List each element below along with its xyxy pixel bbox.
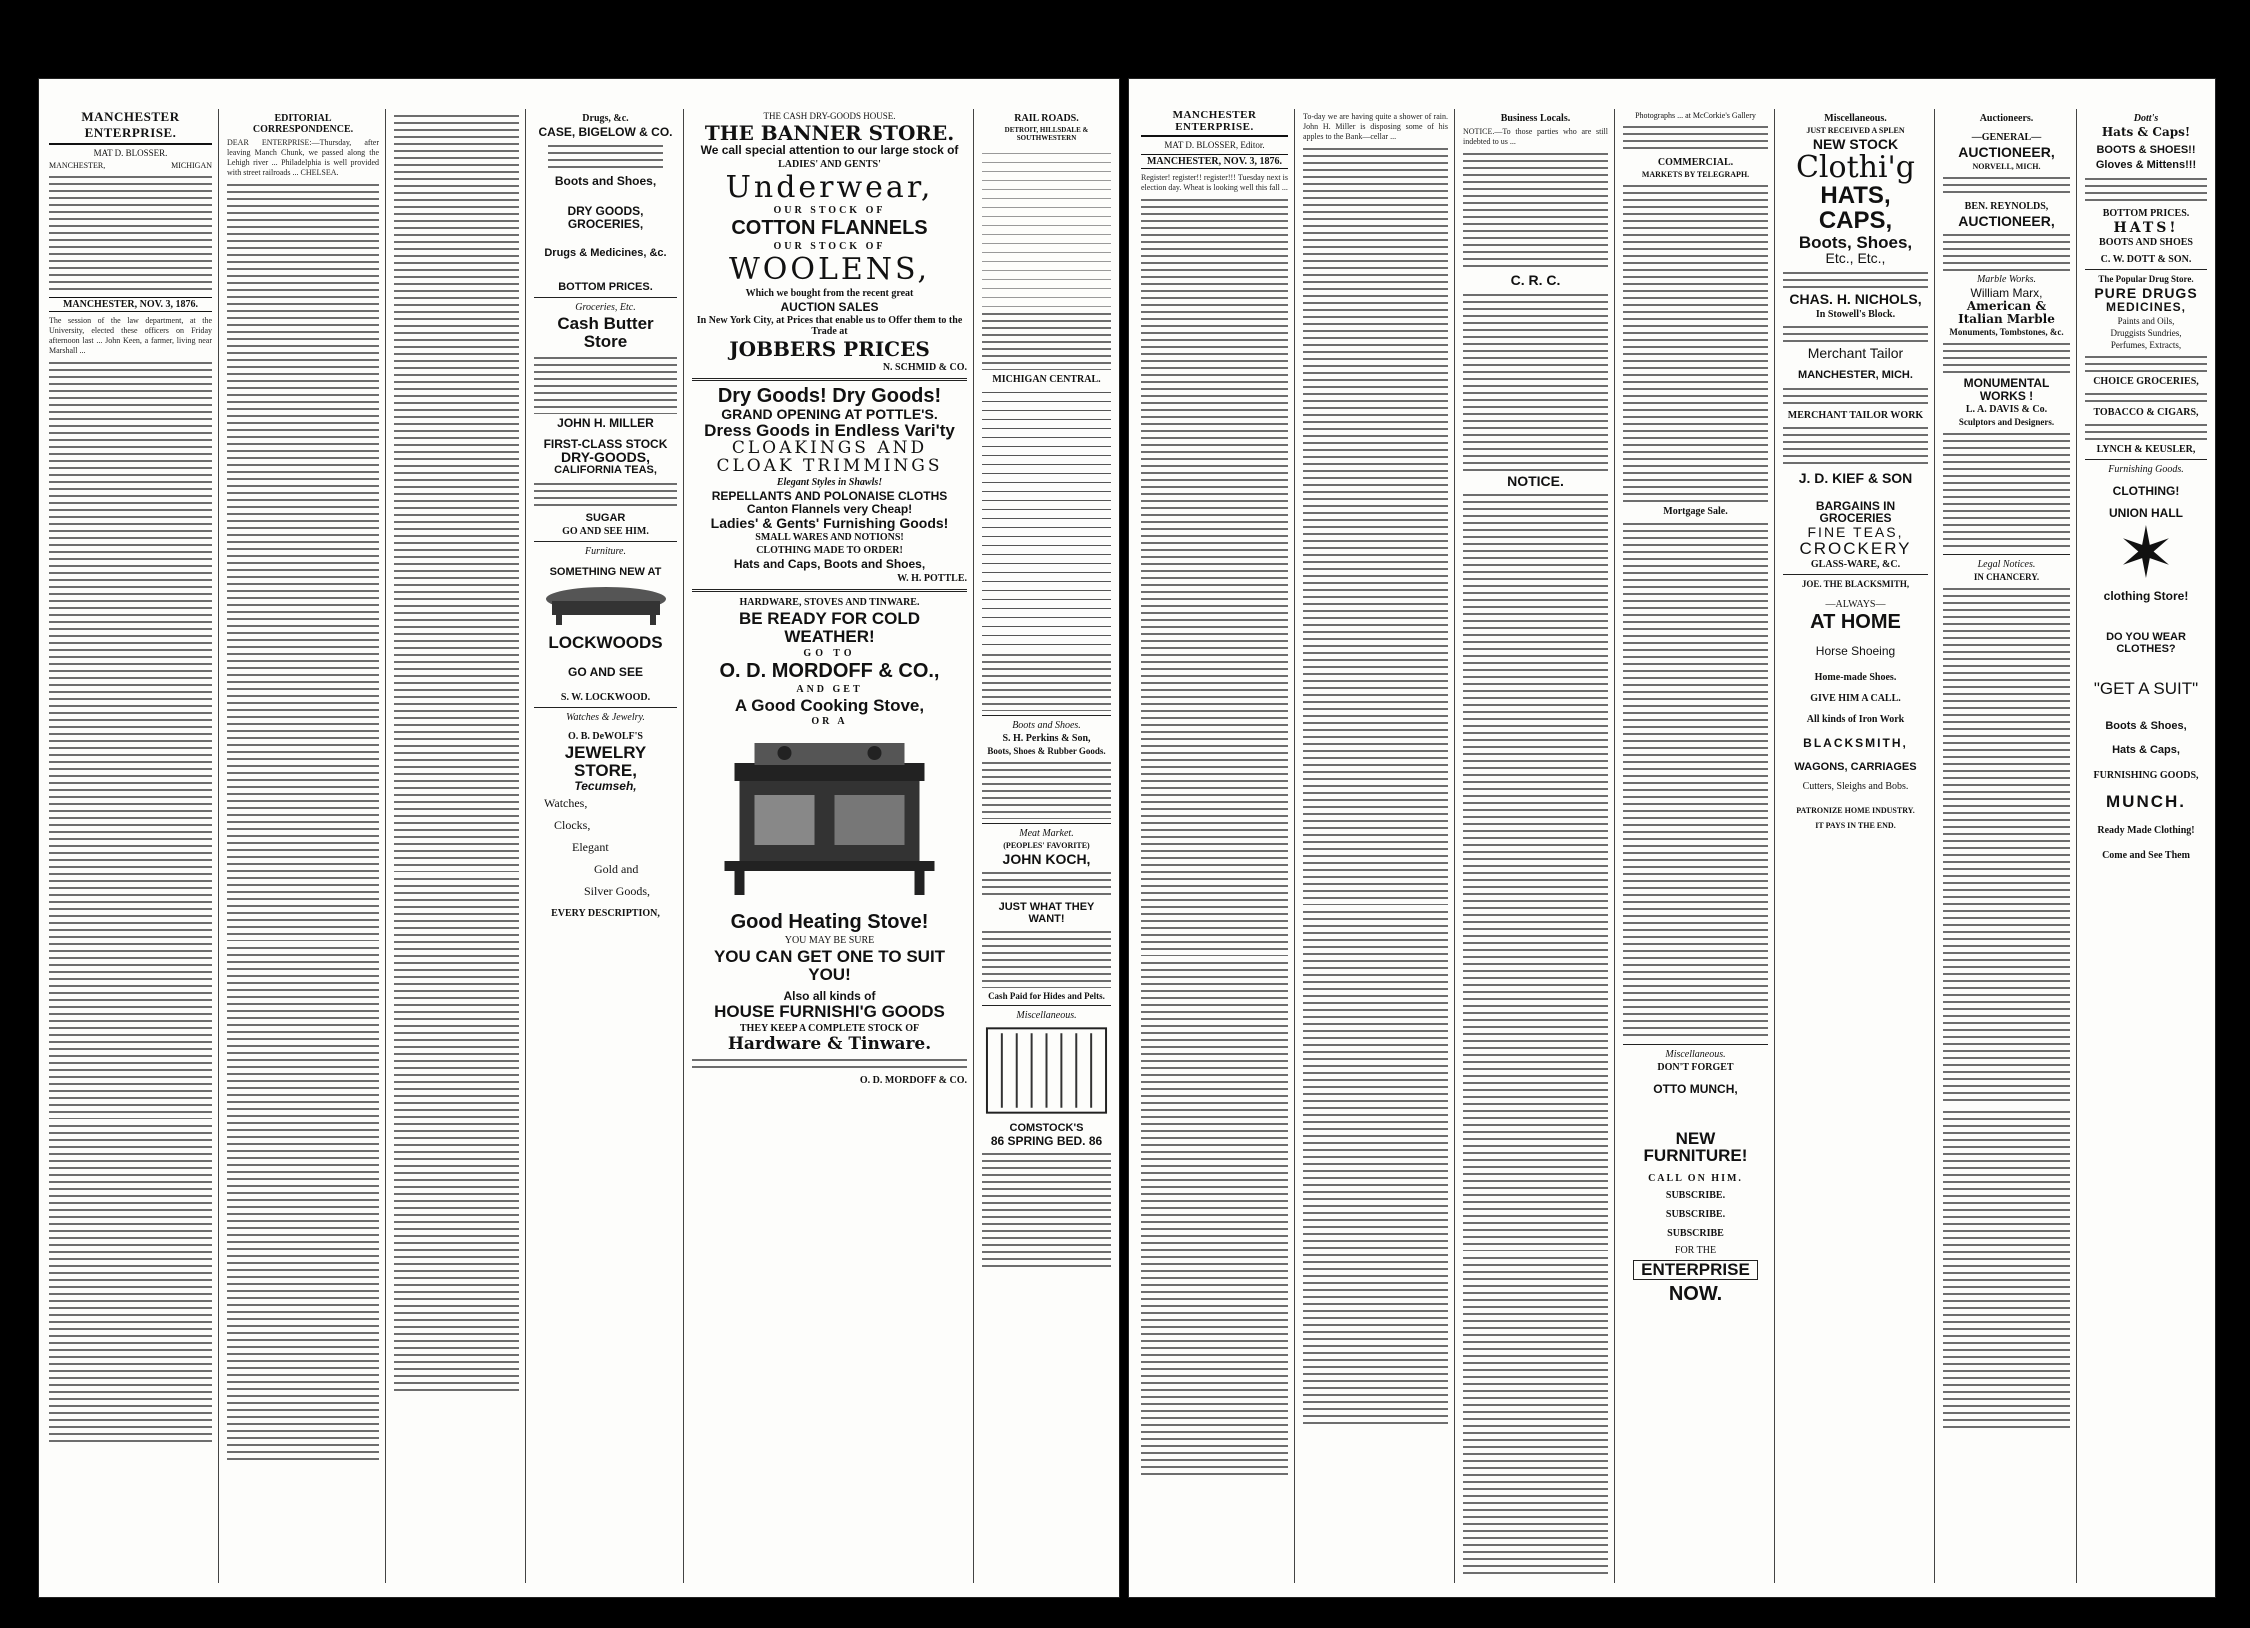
spring-bed-illustration — [982, 1023, 1111, 1118]
jewelry-item: Watches, — [544, 796, 588, 811]
dont-forget: DON'T FORGET — [1657, 1062, 1734, 1073]
monuments: Monuments, Tombstones, &c. — [1949, 327, 2064, 338]
boots-heading: Boots and Shoes. — [1012, 719, 1081, 731]
column-heading: EDITORIAL CORRESPONDENCE. — [252, 113, 354, 135]
shawls: Elegant Styles in Shawls! — [776, 477, 883, 489]
perfumes: Perfumes, Extracts, — [2110, 339, 2182, 350]
dotts-heading: Dott's — [2133, 113, 2159, 124]
hardware-tinware: Hardware & Tinware. — [727, 1033, 932, 1054]
jewelry-item: Clocks, — [554, 818, 591, 833]
text-block — [2085, 421, 2207, 441]
text-block — [1463, 491, 1608, 1251]
all-kinds-iron: All kinds of Iron Work — [1806, 714, 1905, 726]
auctioneer-1: AUCTIONEER, — [1958, 144, 2055, 160]
notice: NOTICE. — [1507, 472, 1564, 489]
text-block — [2085, 175, 2207, 205]
small-wares: SMALL WARES AND NOTIONS! — [755, 532, 904, 544]
business-locals: Business Locals. — [1500, 113, 1571, 124]
text-block — [1141, 959, 1288, 1479]
house-furnishing: HOUSE FURNISHI'G GOODS — [714, 1001, 945, 1021]
fine-teas: FINE TEAS, — [1807, 523, 1904, 540]
left-col-5 — [976, 109, 1117, 1583]
paints-oils: Paints and Oils, — [2117, 315, 2175, 326]
drugs-medicines: Drugs & Medicines, &c. — [544, 247, 667, 260]
home-made-shoes: Home-made Shoes. — [1814, 672, 1897, 684]
dry-goods: DRY-GOODS, — [561, 449, 650, 466]
left-col-1 — [43, 109, 219, 1583]
dress-goods: Dress Goods in Endless Vari'ty — [704, 420, 955, 440]
misc-heading: Miscellaneous. — [1016, 1010, 1077, 1022]
hats: HATS, — [1820, 182, 1891, 210]
call-on-him: CALL ON HIM. — [1648, 1173, 1743, 1185]
text-block — [1943, 430, 2070, 550]
text-block — [227, 944, 379, 1464]
boots-shoes: BOOTS & SHOES!! — [2096, 143, 2196, 156]
complete-stock: THEY KEEP A COMPLETE STOCK OF — [739, 1022, 920, 1034]
john-koch: JOHN KOCH, — [1002, 850, 1091, 867]
commercial-heading: COMMERCIAL. — [1657, 157, 1734, 168]
divider — [692, 378, 967, 381]
norvell: NORVELL, MICH. — [1972, 161, 2041, 171]
railroads-heading: RAIL ROADS. — [1014, 113, 1079, 124]
right-col-4 — [1617, 109, 1775, 1583]
masthead: MANCHESTER ENTERPRISE. — [1141, 109, 1288, 137]
boots-shoes: Boots and Shoes, — [554, 173, 657, 188]
furniture-heading: Furniture. — [584, 546, 626, 558]
text-block — [1463, 1254, 1608, 1574]
divider — [1783, 574, 1928, 575]
text-block — [1783, 269, 1928, 289]
text-block — [982, 928, 1111, 988]
spring-bed: 86 SPRING BED. 86 — [990, 1133, 1103, 1148]
text-block — [982, 1150, 1111, 1270]
etc: Etc., Etc., — [1825, 250, 1886, 267]
la-davis: L. A. DAVIS & Co. — [1965, 404, 2048, 416]
go-and-see: GO AND SEE — [568, 664, 643, 679]
right-col-6 — [1937, 109, 2077, 1583]
peoples-favorite: (PEOPLES' FAVORITE) — [1003, 840, 1090, 850]
american-italian: American & Italian Marble — [1958, 298, 2055, 326]
right-col-2 — [1297, 109, 1455, 1583]
or-a: OR A — [811, 716, 848, 728]
text-block — [548, 142, 662, 172]
furnishing-goods: FURNISHING GOODS, — [2093, 770, 2199, 782]
masthead: MANCHESTER ENTERPRISE. — [49, 109, 212, 145]
text-block — [1943, 231, 2070, 271]
stove-illustration — [692, 733, 967, 903]
patronize: PATRONIZE HOME INDUSTRY. — [1796, 806, 1915, 816]
it-pays: IT PAYS IN THE END. — [1815, 821, 1896, 831]
divider — [1623, 1044, 1768, 1045]
cloak-trimmings: CLOAK TRIMMINGS — [716, 455, 943, 476]
left-col-2b — [388, 109, 526, 1583]
subscribe-2: SUBSCRIBE. — [1665, 1209, 1726, 1221]
general: —GENERAL— — [1971, 132, 2042, 143]
blacksmith: BLACKSMITH, — [1803, 736, 1908, 751]
munch: MUNCH. — [2106, 792, 2186, 812]
text-block — [1783, 424, 1928, 468]
text-block — [394, 875, 519, 1395]
horse-shoeing: Horse Shoeing — [1815, 644, 1896, 659]
hats: HATS! — [2113, 219, 2179, 236]
banner-store: THE BANNER STORE. — [704, 121, 955, 145]
sugar: SUGAR — [585, 511, 626, 524]
divider — [534, 707, 677, 708]
ready-made: Ready Made Clothing! — [2097, 825, 2195, 837]
special-attention: We call special attention to our large stock of — [700, 143, 959, 157]
union-hall: UNION HALL — [2109, 506, 2183, 521]
new-york-prices: In New York City, at Prices that enable us to Offer them to the Trade at — [696, 315, 963, 338]
gloves-mittens: Gloves & Mittens!!! — [2095, 159, 2197, 172]
text-block — [1943, 340, 2070, 374]
text-block — [1783, 323, 1928, 343]
jewelry-items — [534, 792, 677, 902]
canton-flannels: Canton Flannels very Cheap! — [746, 502, 913, 516]
woolens: WOOLENS, — [728, 252, 931, 288]
text-block — [2085, 390, 2207, 404]
text-block — [1463, 150, 1608, 270]
divider — [2085, 459, 2207, 460]
jd-kief: J. D. KIEF & SON — [1798, 470, 1913, 487]
jewelry-item: Elegant — [572, 840, 609, 855]
divider — [534, 297, 677, 298]
n-schmid: N. SCHMID & CO. — [882, 362, 967, 374]
perkins-son: S. H. Perkins & Son, — [1002, 732, 1091, 744]
text-block — [1463, 291, 1608, 471]
bottom-prices: BOTTOM PRICES. — [2102, 207, 2190, 219]
underwear: Underwear, — [725, 169, 934, 205]
dateline: MANCHESTER, NOV. 3, 1876. — [49, 297, 212, 312]
do-you-wear: DO YOU WEAR CLOTHES? — [2106, 631, 2186, 655]
text-block — [982, 759, 1111, 819]
divider — [982, 823, 1111, 824]
subscribe-1: SUBSCRIBE. — [1665, 1190, 1726, 1202]
and-get: AND GET — [796, 683, 863, 695]
subscribe-3: SUBSCRIBE — [1667, 1228, 1724, 1240]
text-block — [49, 1122, 212, 1442]
joe-blacksmith: JOE. THE BLACKSMITH, — [1801, 579, 1910, 590]
lynch-keusler: LYNCH & KEUSLER, — [2096, 443, 2196, 455]
place: MANCHESTER, — [49, 161, 106, 170]
cutters-sleighs: Cutters, Sleighs and Bobs. — [1802, 781, 1909, 793]
also-all-kinds: Also all kinds of — [783, 989, 876, 1004]
cash-paid: Cash Paid for Hides and Pelts. — [988, 991, 1105, 1002]
grand-opening: GRAND OPENING AT POTTLE'S. — [721, 406, 938, 423]
california-teas: CALIFORNIA TEAS, — [554, 464, 657, 477]
photographs: Photographs ... at McCorkie's Gallery — [1635, 111, 1756, 120]
jobbers-prices: JOBBERS PRICES — [729, 337, 930, 362]
caps: CAPS, — [1818, 207, 1893, 235]
drygoods-headline: Dry Goods! Dry Goods! — [717, 385, 942, 408]
text-block — [982, 651, 1111, 711]
crc: C. R. C. — [1510, 272, 1561, 288]
rubber-goods: Boots, Shoes & Rubber Goods. — [987, 745, 1106, 756]
watches-heading: Watches & Jewelry. — [566, 712, 645, 724]
mortgage-heading: Mortgage Sale. — [1663, 506, 1728, 517]
medicines: MEDICINES, — [2105, 300, 2186, 315]
tobacco-cigars: TOBACCO & CIGARS, — [2093, 406, 2199, 418]
text-block — [1303, 145, 1448, 905]
boots-shoes-3: Boots & Shoes, — [2105, 720, 2187, 733]
always: —ALWAYS— — [1825, 599, 1886, 611]
dateline: MANCHESTER, NOV. 3, 1876. — [1141, 154, 1288, 169]
dewolfs: O. B. DeWOLF'S — [567, 731, 643, 743]
go-to: GO TO — [803, 647, 856, 659]
proprietor: MAT D. BLOSSER. — [93, 148, 168, 158]
mordoff-signature: O. D. MORDOFF & CO. — [859, 1075, 967, 1087]
text-block — [982, 310, 1111, 370]
in-chancery: IN CHANCERY. — [1973, 572, 2040, 583]
right-col-5 — [1777, 109, 1935, 1583]
place-line — [49, 161, 212, 170]
text-block — [534, 354, 677, 414]
enterprise: ENTERPRISE — [1633, 1260, 1758, 1280]
cloakings: CLOAKINGS AND — [731, 437, 928, 458]
divider — [1943, 554, 2070, 555]
hats-caps-2: Hats & Caps, — [2112, 743, 2180, 756]
text-block — [1943, 1108, 2070, 1428]
furnishing-heading: Furnishing Goods. — [2108, 463, 2184, 475]
new-stock: NEW STOCK — [1812, 136, 1899, 152]
right-col-1 — [1135, 109, 1295, 1583]
druggists-sundries: Druggists Sundries, — [2110, 327, 2182, 338]
something-new: SOMETHING NEW AT — [549, 566, 662, 579]
w-h-pottle: W. H. POTTLE. — [897, 572, 967, 584]
markets-table — [1623, 182, 1768, 502]
first-class-stock: FIRST-CLASS STOCK — [543, 436, 668, 451]
star-icon: ✶ — [2116, 515, 2176, 593]
pure-drugs: PURE DRUGS — [2094, 285, 2198, 302]
can-get-one: YOU CAN GET ONE TO SUIT YOU! — [713, 947, 946, 985]
furnishing-goods: Ladies' & Gents' Furnishing Goods! — [710, 514, 949, 531]
right-col-3 — [1457, 109, 1615, 1583]
od-mordoff: O. D. MORDOFF & CO., — [719, 659, 940, 682]
now: NOW. — [1668, 1283, 1723, 1306]
cooking-stove: A Good Cooking Stove, — [734, 695, 925, 715]
auctioneers-heading: Auctioneers. — [1979, 113, 2034, 124]
marble-heading: Marble Works. — [1976, 274, 2037, 286]
cotton-flannels: COTTON FLANNELS — [731, 217, 928, 240]
text-block — [2085, 353, 2207, 373]
comstocks: COMSTOCK'S — [1009, 1122, 1084, 1135]
boots-shoes: Boots, Shoes, — [1798, 232, 1913, 252]
left-col-3-ads — [528, 109, 684, 1583]
article-excerpt: The session of the law department, at the University, elected these officers on Friday afternoon last ... John Keen, a farmer, living near Marshall ... — [49, 316, 212, 355]
new-furniture: NEW FURNITURE! — [1643, 1128, 1748, 1166]
timetable-1 — [982, 144, 1111, 307]
come-and-see: Come and See Them — [2102, 850, 2190, 862]
legal-heading: Legal Notices. — [1977, 559, 2036, 571]
merchant-tailor-work: MERCHANT TAILOR WORK — [1787, 410, 1924, 422]
just-what: JUST WHAT THEY WANT! — [998, 901, 1095, 925]
every-description: EVERY DESCRIPTION, — [551, 908, 660, 920]
clothing-store: clothing Store! — [2103, 588, 2189, 603]
divider — [692, 589, 967, 592]
text-block — [394, 112, 519, 872]
meat-heading: Meat Market. — [1019, 827, 1074, 839]
furniture-illustration — [534, 579, 678, 629]
bought-from: Which we bought from the recent great — [745, 287, 914, 299]
markets-telegraph: MARKETS BY TELEGRAPH. — [1641, 170, 1750, 179]
text-block — [1623, 520, 1768, 1040]
text-block — [534, 480, 677, 510]
text-block — [982, 869, 1111, 899]
hats-caps: Hats and Caps, Boots and Shoes, — [733, 557, 926, 572]
merchant-tailor: Merchant Tailor — [1807, 344, 1904, 361]
jewelry-store: JEWELRY STORE, — [564, 743, 647, 780]
detroit-hillsdale: DETROIT, HILLSDALE & SOUTHWESTERN — [1004, 126, 1089, 142]
right-page — [1128, 78, 2216, 1598]
wagons-carriages: WAGONS, CARRIAGES — [1794, 760, 1917, 773]
auction-sales: AUCTION SALES — [780, 299, 879, 314]
william-marx: William Marx, — [1970, 286, 2043, 301]
hats-caps: Hats & Caps! — [2101, 125, 2191, 139]
choice-groceries: CHOICE GROCERIES, — [2093, 375, 2199, 387]
text-block — [1303, 908, 1448, 1428]
bottom-prices: BOTTOM PRICES. — [558, 280, 653, 293]
article-excerpt: To-day we are having quite a shower of rain. John H. Miller is disposing some of his apples to the Bank—cellar ... — [1303, 112, 1448, 141]
ben-reynolds: BEN. REYNOLDS, — [1964, 200, 2049, 212]
boots-and-shoes: BOOTS AND SHOES — [2099, 237, 2193, 249]
article-excerpt: DEAR ENTERPRISE:—Thursday, after leaving Manch Chunk, we passed along the Lehigh river ... Philadelphia is well provided with street railroads ... CHELSEA. — [227, 138, 379, 177]
repellants: REPELLANTS AND POLONAISE CLOTHS — [711, 489, 948, 504]
stowells-block: In Stowell's Block. — [1815, 308, 1896, 320]
jewelry-item: Gold and — [594, 862, 639, 877]
get-a-suit: "GET A SUIT" — [2093, 678, 2199, 698]
case-bigelow: CASE, BIGELOW & CO. — [538, 125, 673, 139]
text-block — [227, 181, 379, 941]
otto-munch: OTTO MUNCH, — [1653, 1082, 1738, 1096]
divider — [2085, 269, 2207, 270]
state: MICHIGAN — [171, 161, 212, 170]
chas-nichols: CHAS. H. NICHOLS, — [1789, 291, 1922, 308]
clothing-made: CLOTHING MADE TO ORDER! — [756, 545, 903, 557]
hardware-heading: HARDWARE, STOVES AND TINWARE. — [739, 596, 920, 608]
our-stock-2: OUR STOCK OF — [773, 241, 886, 253]
manchester-mich: MANCHESTER, MICH. — [1798, 369, 1913, 382]
for-the: FOR THE — [1674, 1245, 1717, 1257]
clothing: Clothi'g — [1795, 149, 1916, 185]
tecumseh: Tecumseh, — [574, 778, 637, 793]
cw-dott: C. W. DOTT & SON. — [2100, 254, 2192, 266]
article-excerpt: NOTICE.—To those parties who are still indebted to us ... — [1463, 127, 1608, 146]
clothing: CLOTHING! — [2112, 483, 2180, 498]
monumental-works: MONUMENTAL WORKS ! — [1963, 376, 2050, 403]
sculptors: Sculptors and Designers. — [1958, 417, 2055, 428]
our-stock: OUR STOCK OF — [773, 205, 886, 217]
divider — [534, 541, 677, 542]
cash-drygoods-house: THE CASH DRY-GOODS HOUSE. — [763, 111, 896, 121]
cash-butter-store: Cash Butter Store — [557, 314, 654, 352]
text-block — [1783, 385, 1928, 407]
misc-heading: Miscellaneous. — [1665, 1049, 1726, 1060]
at-home: AT HOME — [1810, 611, 1901, 634]
proprietor: MAT D. BLOSSER, Editor. — [1164, 140, 1265, 150]
john-miller: JOHN H. MILLER — [557, 416, 654, 431]
drug-store: The Popular Drug Store. — [2098, 274, 2194, 285]
michigan-central: MICHIGAN CENTRAL. — [992, 373, 1101, 385]
sw-lockwood: S. W. LOCKWOOD. — [560, 692, 651, 704]
be-ready: BE READY FOR COLD WEATHER! — [738, 608, 921, 646]
jewelry-item: Silver Goods, — [584, 884, 650, 899]
drygoods-groceries: DRY GOODS, GROCERIES, — [567, 204, 644, 231]
give-him-call: GIVE HIM A CALL. — [1810, 693, 1901, 705]
text-block — [1141, 196, 1288, 956]
lockwoods: LOCKWOODS — [548, 632, 663, 652]
article-excerpt: Register! register!! register!!! Tuesday next is election day. Wheat is looking well this fall ... — [1141, 173, 1288, 192]
text-block — [49, 173, 212, 293]
text-block — [1943, 585, 2070, 1105]
you-may-be-sure: YOU MAY BE SURE — [784, 935, 875, 947]
text-block — [49, 359, 212, 1119]
text-block — [1623, 123, 1768, 153]
misc-heading: Miscellaneous. — [1824, 113, 1887, 124]
crockery: CROCKERY — [1799, 538, 1912, 558]
ladies-gents: LADIES' AND GENTS' — [778, 158, 881, 170]
left-col-2 — [221, 109, 386, 1583]
divider — [982, 1005, 1111, 1006]
glass-ware: GLASS-WARE, &C. — [1810, 559, 1901, 571]
text-block — [1943, 174, 2070, 198]
drugs-heading: Drugs, &c. — [582, 113, 629, 124]
auctioneer-2: AUCTIONEER, — [1958, 212, 2055, 229]
groceries-heading: Groceries, Etc. — [575, 302, 636, 314]
timetable-2 — [982, 388, 1111, 648]
divider — [982, 715, 1111, 716]
bargains: BARGAINS IN GROCERIES — [1815, 498, 1896, 526]
right-col-7 — [2079, 109, 2213, 1583]
left-col-4-ads — [686, 109, 974, 1583]
heating-stove: Good Heating Stove! — [730, 911, 929, 934]
left-page — [38, 78, 1120, 1598]
text-block — [692, 1056, 967, 1072]
just-received: JUST RECEIVED A SPLEN — [1806, 126, 1905, 135]
go-see-him: GO AND SEE HIM. — [562, 526, 649, 538]
